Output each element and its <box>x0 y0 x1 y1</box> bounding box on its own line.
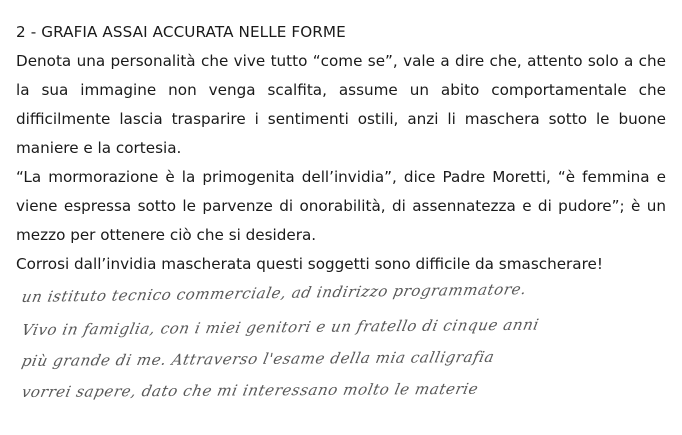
handwriting-sample <box>20 280 662 418</box>
text-block <box>16 18 666 279</box>
handwriting-line-4: vorrei sapere, dato che mi interessano molto le materie <box>20 379 481 402</box>
handwriting-line-1: un istituto tecnico commerciale, ad indirizzo programmatore. <box>20 280 529 307</box>
paragraph-3: Corrosi dall’invidia mascherata questi soggetti sono difficile da smascherare! <box>16 255 603 273</box>
handwriting-line-3: più grande di me. Attraverso l'esame della mia calligrafia <box>20 347 497 371</box>
paragraph-1: Denota una personalità che vive tutto “come se”, vale a dire che, attento solo a che la sua immagine non venga scalfita, assume un abito comportamentale che difficilmente lascia trasparire i sentimenti ostili, anzi li maschera sotto le buone maniere e la cortesia. <box>16 52 666 157</box>
section-heading: 2 - GRAFIA ASSAI ACCURATA NELLE FORME <box>16 23 346 41</box>
paragraph-2: “La mormorazione è la primogenita dell’invidia”, dice Padre Moretti, “è femmina e viene espressa sotto le parvenze di onorabilità, di assennatezza e di pudore”; è un mezzo per ottenere ciò che si desidera. <box>16 168 666 244</box>
handwriting-line-2: Vivo in famiglia, con i miei genitori e un fratello di cinque anni <box>20 315 541 340</box>
